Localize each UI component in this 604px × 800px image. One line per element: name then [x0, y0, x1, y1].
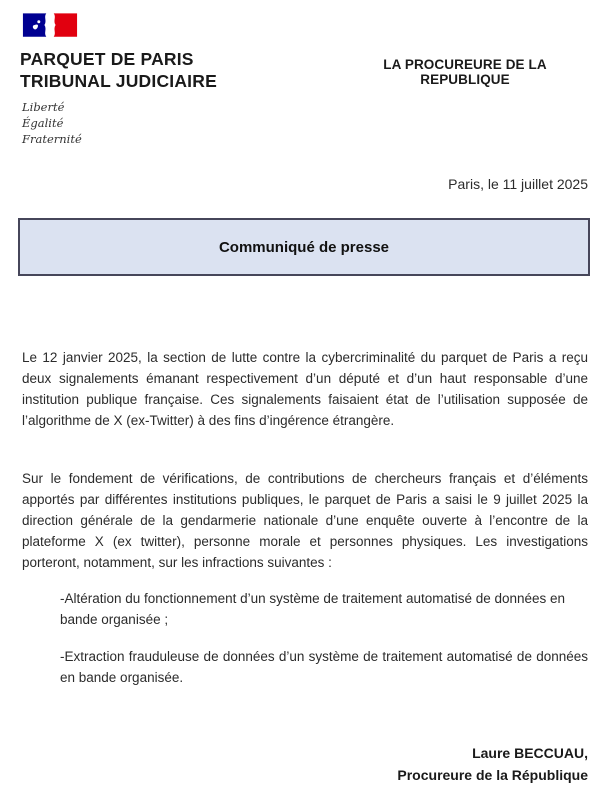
signature-title: Procureure de la République — [397, 767, 588, 783]
signature-block — [397, 742, 588, 786]
motto-egalite: Égalité — [22, 116, 64, 130]
org-name-line1: PARQUET DE PARIS — [20, 49, 194, 69]
infraction-item-2: -Extraction frauduleuse de données d’un système de traitement automatisé de données en bande organisée. — [60, 649, 588, 685]
marianne-flag-icon — [22, 12, 217, 44]
infraction-item-1: -Altération du fonctionnement d’un système de traitement automatisé de données en bande organisée ; — [60, 591, 566, 627]
document-body — [22, 347, 588, 704]
motto-fraternite: Fraternité — [22, 132, 82, 146]
body-paragraph-1: Le 12 janvier 2025, la section de lutte contre la cybercriminalité du parquet de Paris a reçu deux signalements émanant respectivement d’un député et d’un haut responsable d’une institution publique française. Ces signalements faisaient état de l’utilisation supposée de l’algorithme de X (ex-Twitter) à des fins d’ingérence étrangère. — [22, 350, 588, 428]
flag-white-detail-eye — [37, 20, 40, 23]
motto-liberte: Liberté — [22, 100, 65, 114]
flag-red-shape — [54, 13, 77, 36]
header-left-block — [20, 12, 217, 147]
dateline: Paris, le 11 juillet 2025 — [448, 176, 588, 192]
republic-motto — [22, 99, 217, 147]
press-banner-title: Communiqué de presse — [218, 238, 390, 256]
press-banner — [18, 218, 590, 276]
signature-name: Laure BECCUAU, — [472, 745, 588, 761]
org-name-line2: TRIBUNAL JUDICIAIRE — [20, 71, 217, 91]
office-title: LA PROCUREURE DE LA REPUBLIQUE — [383, 57, 547, 87]
body-paragraph-2: Sur le fondement de vérifications, de contributions de chercheurs français et d’éléments apportés par différentes institutions publiques, le parquet de Paris a saisi le 9 juillet 2025 la direction générale de la gendarmerie nationale d’une enquête ouverte à l’encontre de la plateforme X (ex twitter), personne morale et personnes physiques. Les investigations porteront, notamment, sur les infractions suivantes : — [22, 471, 588, 570]
